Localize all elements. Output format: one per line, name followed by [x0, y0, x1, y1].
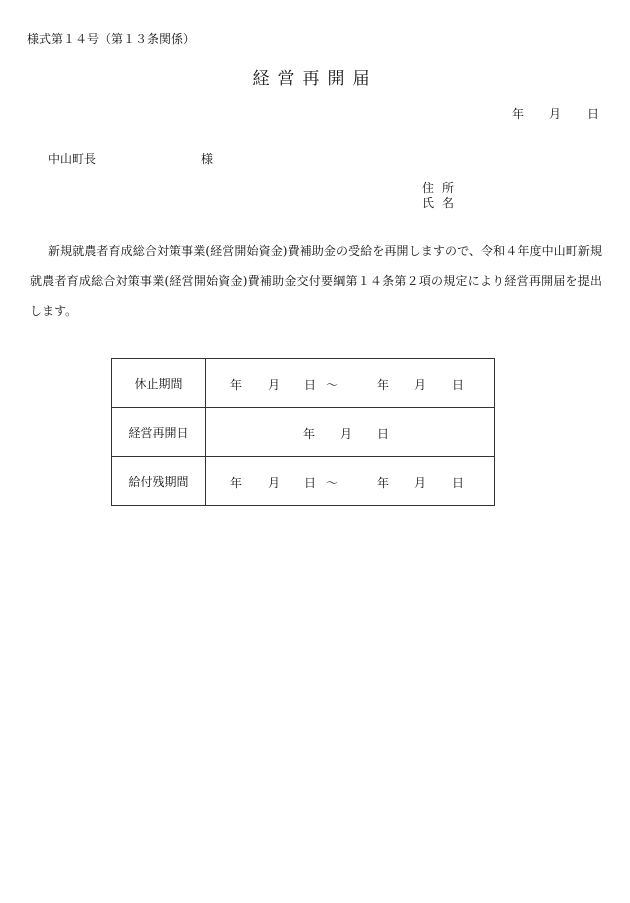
resumption-date-label: 経営再開日 [112, 408, 206, 457]
year-1: 年 [230, 378, 243, 392]
document-title: 経営再開届 [252, 69, 378, 89]
year-2: 年 [377, 378, 390, 392]
month: 月 [340, 427, 353, 441]
table-row-resumption-date [112, 408, 495, 457]
resumption-date-value [206, 408, 495, 457]
year-1: 年 [230, 476, 243, 490]
address-label: 住所 [422, 181, 463, 195]
recipient: 中山町長 [48, 152, 97, 166]
day: 日 [377, 427, 390, 441]
month-1: 月 [268, 378, 281, 392]
day-2: 日 [452, 378, 465, 392]
form-number: 様式第１４号（第１３条関係） [27, 32, 196, 46]
submission-date [512, 105, 599, 122]
honorific: 様 [201, 152, 214, 166]
day-1: 日 [304, 378, 317, 392]
date-month: 月 [549, 107, 562, 121]
year: 年 [303, 427, 316, 441]
tilde: ～ [326, 476, 339, 490]
month-2: 月 [414, 378, 427, 392]
month-1: 月 [268, 476, 281, 490]
name-label: 氏名 [422, 196, 463, 210]
year-2: 年 [377, 476, 390, 490]
day-2: 日 [452, 476, 465, 490]
date-year: 年 [512, 107, 525, 121]
day-1: 日 [304, 476, 317, 490]
suspension-period-label: 休止期間 [112, 359, 206, 408]
table-row-remaining-period [112, 457, 495, 506]
remaining-period-label: 給付残期間 [112, 457, 206, 506]
suspension-period-value [206, 359, 495, 408]
table-row-suspension-period [112, 359, 495, 408]
tilde: ～ [326, 378, 339, 392]
date-day: 日 [587, 107, 600, 121]
month-2: 月 [414, 476, 427, 490]
body-text: 新規就農者育成総合対策事業(経営開始資金)費補助金の受給を再開しますので、令和４年度中山町新規就農者育成総合対策事業(経営開始資金)費補助金交付要綱第１４条第２項の規定により経営再開届を提出します。 [30, 244, 602, 318]
remaining-period-value [206, 457, 495, 506]
info-table [111, 358, 495, 506]
